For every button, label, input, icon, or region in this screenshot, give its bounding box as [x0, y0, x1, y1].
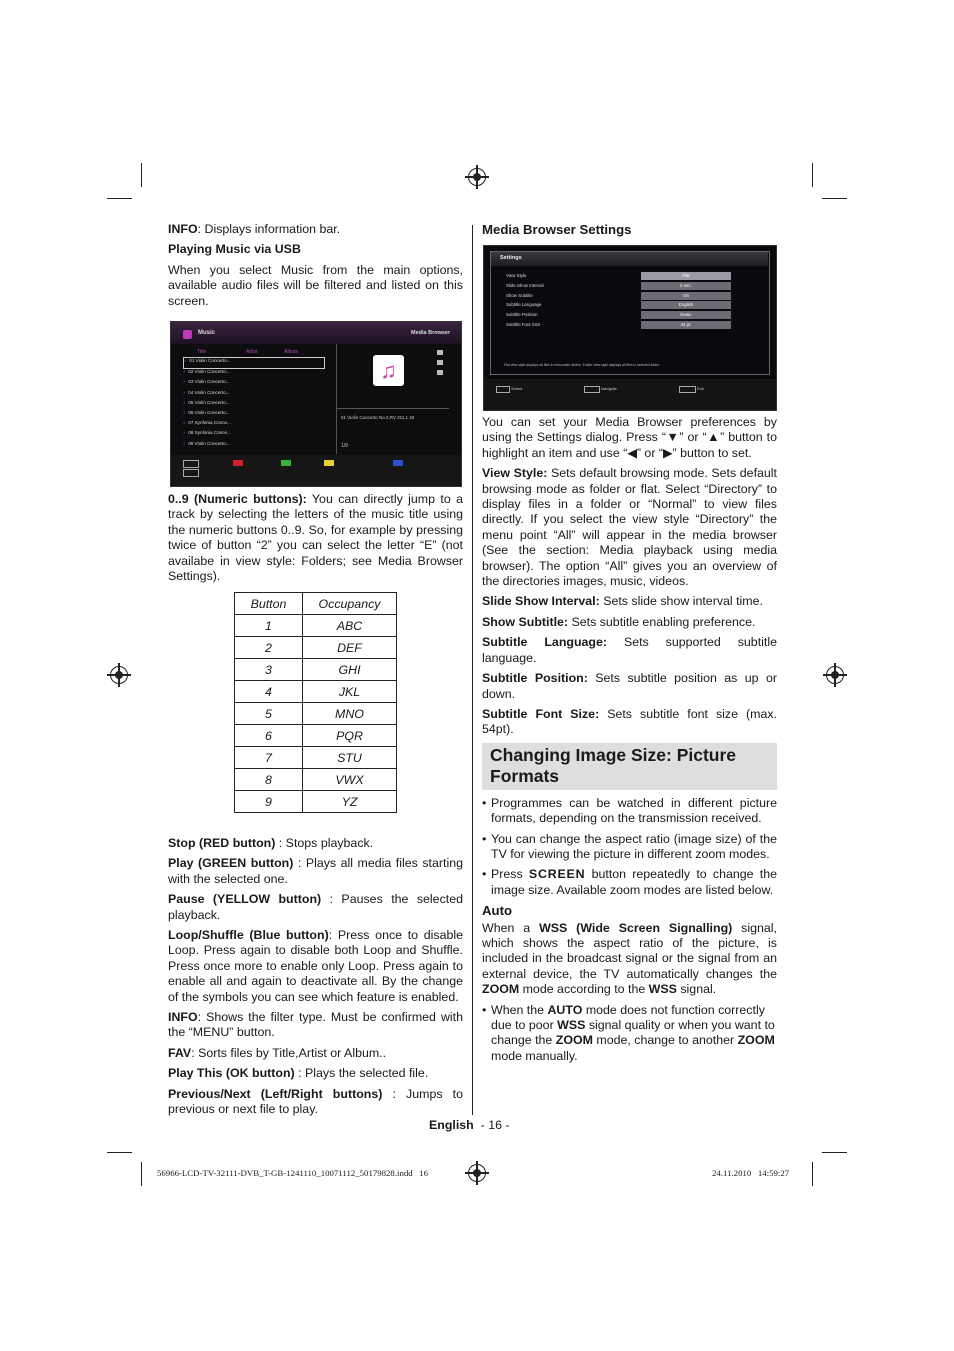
table-body: [235, 615, 397, 813]
track-title: 05 Violin Concerto...: [188, 399, 230, 405]
track-row[interactable]: [183, 410, 325, 420]
auto-heading: Auto: [482, 903, 513, 919]
button-description: Previous/Next (Left/Right buttons) : Jumps to previous or next file to play.: [168, 1086, 463, 1117]
settings-row-value[interactable]: Down: [641, 311, 731, 319]
track-title: 07 Synfonia Conce...: [188, 420, 231, 426]
track-title: 01 Violin Concerto...: [189, 358, 231, 363]
table-header: Button: [235, 593, 303, 615]
footer-key-icon: [183, 460, 199, 468]
settings-row[interactable]: [506, 321, 736, 331]
settings-row[interactable]: [506, 311, 736, 321]
settings-row-value[interactable]: 5 sec.: [641, 282, 731, 290]
settings-row-value[interactable]: 44 pt.: [641, 321, 731, 329]
setting-definition: View Style: Sets default browsing mode. Sets default browsing mode as folder or flat. Select “Directory” to display files in a folder or “Normal” to view files directly. If you select the view style “Directory” the menu point “All” will appear in the media browser (See the section: Media playback using media browser). The option “All” gives you an overview of the directories images, music, videos.: [482, 466, 777, 589]
music-footer-bar: [171, 455, 461, 486]
music-file-icon: ♪: [183, 369, 186, 375]
right-column-cont: [482, 415, 777, 1069]
settings-row-value[interactable]: Flat: [641, 272, 731, 280]
red-key-icon: [233, 460, 243, 466]
settings-row-label: View Style: [506, 273, 527, 278]
print-file-info: 56966-LCD-TV-32111-DVB_T-GB-1241110_10071112_50179828.indd 16: [157, 1168, 429, 1178]
button-description: Play This (OK button) : Plays the selected file.: [168, 1066, 429, 1081]
crop-mark: [141, 1162, 142, 1186]
info-line: INFO: Displays information bar.: [168, 222, 341, 236]
registration-mark-icon: [468, 168, 486, 186]
footer-key-icon: [183, 469, 199, 477]
crop-mark: [812, 163, 813, 187]
table-row: [235, 791, 397, 813]
picture-format-bullets: [482, 796, 777, 863]
left-column: [168, 222, 463, 314]
column-header-artist: Artist: [246, 349, 258, 355]
back-key-icon: [679, 386, 696, 393]
settings-rows: [506, 272, 736, 331]
button-cell: 5: [235, 703, 303, 725]
track-title: 04 Violin Concerto...: [188, 389, 230, 395]
blue-key-icon: [393, 460, 403, 466]
settings-footer-bar: [484, 379, 776, 410]
music-screen-title: Music: [198, 330, 216, 336]
now-playing: 01 Violin Concerto No.2,RV 311,1 40: [341, 415, 415, 420]
music-file-icon: ♪: [183, 420, 186, 426]
music-note-icon: ♫: [373, 355, 404, 386]
footer-select: Select: [511, 386, 523, 391]
panel-divider: [336, 344, 337, 454]
occupancy-cell: YZ: [303, 791, 397, 813]
setting-definition: Subtitle Language: Sets supported subtitle language.: [482, 635, 777, 665]
yellow-key-icon: [324, 460, 334, 466]
music-app-icon: [183, 330, 192, 339]
button-cell: 4: [235, 681, 303, 703]
footer-exit: Exit: [697, 386, 704, 391]
table-header: Occupancy: [303, 593, 397, 615]
crop-mark: [107, 1152, 132, 1153]
track-row[interactable]: [183, 369, 325, 379]
button-description: INFO: Shows the filter type. Must be confirmed with the “MENU” button.: [168, 1010, 463, 1040]
occupancy-cell: PQR: [303, 725, 397, 747]
table-row: [235, 637, 397, 659]
music-file-icon: ♪: [183, 440, 186, 446]
button-descriptions: [168, 836, 463, 1118]
setting-definition: Slide Show Interval: Sets slide show interval time.: [482, 594, 763, 609]
settings-screen: [483, 245, 777, 411]
table-row: [235, 769, 397, 791]
arrows-key-icon: [584, 386, 600, 393]
settings-title-bar: [491, 252, 768, 266]
music-file-icon: ♪: [183, 409, 186, 415]
right-column: [482, 222, 777, 242]
occupancy-cell: STU: [303, 747, 397, 769]
button-description: Loop/Shuffle (Blue button): Press once to disable Loop. Press again to disable both Loop and Shuffle. Press once more to enable only Loop. Press again to enable all and again to deactivate all. By the change of the symbols you can see which feature is enabled.: [168, 928, 463, 1004]
setting-definition: Subtitle Position: Sets subtitle position as up or down.: [482, 671, 777, 701]
settings-row-value[interactable]: On: [641, 292, 731, 300]
page-number: English - 16 -: [429, 1118, 510, 1132]
track-title: 06 Violin Concerto...: [188, 409, 230, 415]
side-icon: [437, 350, 443, 355]
settings-intro: You can set your Media Browser preferences by using the Settings dialog. Press “▼” or “▲” button to highlight an item and use “◀” or “▶” button to set.: [482, 415, 777, 460]
footer-navigate: Navigate: [601, 386, 617, 391]
side-icon: [437, 370, 443, 375]
crop-mark: [107, 198, 132, 199]
music-file-icon: ♪: [183, 379, 186, 385]
registration-mark-icon: [826, 666, 844, 684]
occupancy-cell: DEF: [303, 637, 397, 659]
section-title: Changing Image Size: Picture Formats: [482, 743, 777, 790]
track-count: 1/9: [341, 443, 348, 449]
settings-definitions: [482, 466, 777, 738]
setting-definition: Show Subtitle: Sets subtitle enabling preference.: [482, 614, 756, 629]
registration-mark-icon: [468, 1164, 486, 1182]
table-row: [235, 681, 397, 703]
button-cell: 2: [235, 637, 303, 659]
track-row[interactable]: [183, 379, 325, 389]
settings-row[interactable]: [506, 272, 736, 282]
settings-hint: Flat view style displays all files in removable device. Folder view style displays all files in selected folder.: [504, 363, 660, 367]
music-intro: When you select Music from the main options, available audio files will be filtered and listed on this screen.: [168, 262, 463, 308]
track-list: [183, 357, 325, 451]
crop-mark: [822, 198, 847, 199]
occupancy-cell: MNO: [303, 703, 397, 725]
table-row: [235, 659, 397, 681]
ok-key-icon: [496, 386, 510, 393]
music-heading: Playing Music via USB: [168, 242, 301, 257]
crop-mark: [141, 163, 142, 187]
track-row[interactable]: [183, 357, 325, 369]
settings-row-label: Subtitle Font Size: [506, 321, 541, 327]
occupancy-cell: GHI: [303, 659, 397, 681]
track-title: 09 Violin Concerto...: [188, 440, 230, 446]
settings-row[interactable]: [506, 301, 736, 311]
column-divider: [472, 225, 473, 1115]
music-file-icon: ♪: [183, 399, 186, 405]
setting-definition: Subtitle Font Size: Sets subtitle font size (max. 54pt).: [482, 706, 777, 737]
button-cell: 3: [235, 659, 303, 681]
track-row[interactable]: [183, 400, 325, 410]
occupancy-cell: VWX: [303, 769, 397, 791]
left-column-cont: [168, 492, 463, 589]
button-cell: 9: [235, 791, 303, 813]
settings-row-label: Slide Show Interval: [506, 282, 544, 288]
column-header-album: Album: [284, 349, 299, 355]
track-row[interactable]: [183, 430, 325, 440]
occupancy-cell: ABC: [303, 615, 397, 637]
settings-row-label: Subtitle Position: [506, 312, 538, 318]
button-description: Pause (YELLOW button) : Pauses the selected playback.: [168, 892, 463, 922]
left-column-items: [168, 836, 463, 1123]
track-row[interactable]: [183, 420, 325, 430]
occupancy-cell: JKL: [303, 681, 397, 703]
settings-row-label: Show Subtitle: [506, 292, 533, 298]
track-title: 03 Violin Concerto...: [188, 379, 230, 385]
settings-row-value[interactable]: English: [641, 301, 731, 309]
settings-title: Settings: [500, 255, 522, 261]
settings-row[interactable]: [506, 292, 736, 302]
button-cell: 7: [235, 747, 303, 769]
info-divider: [337, 408, 449, 409]
button-description: Play (GREEN button) : Plays all media files starting with the selected one.: [168, 856, 463, 886]
settings-row[interactable]: [506, 282, 736, 292]
screen-bullet: • Press SCREEN button repeatedly to change the image size. Available zoom modes are listed below.: [482, 867, 777, 897]
table-row: [235, 725, 397, 747]
bullet-item: • You can change the aspect ratio (image size) of the TV for viewing the picture in different zoom modes.: [482, 831, 777, 861]
side-icon: [437, 360, 443, 365]
button-description: FAV: Sorts files by Title,Artist or Album..: [168, 1045, 387, 1060]
music-file-icon: ♪: [183, 430, 186, 436]
music-file-icon: ♪: [184, 358, 187, 363]
button-cell: 6: [235, 725, 303, 747]
occupancy-table: [234, 592, 397, 813]
track-title: 08 Synfonia Conce...: [188, 430, 231, 436]
numeric-buttons-para: 0..9 (Numeric buttons): You can directly jump to a track by selecting the letters of the music title using the numeric buttons 0..9. So, for example by pressing twice of button “2” you can select the letter “E” (not availabe in view style: Folders; see Media Browser Settings).: [168, 492, 463, 584]
button-cell: 1: [235, 615, 303, 637]
registration-mark-icon: [110, 666, 128, 684]
auto-bullet: • When the AUTO mode does not function correctly due to poor WSS signal quality or when you want to change the ZOOM mode, change to another ZOOM mode manually.: [482, 1002, 775, 1063]
music-screen-right-title: Media Browser: [411, 330, 451, 336]
crop-mark: [822, 1152, 847, 1153]
settings-row-label: Subtitle Language: [506, 302, 542, 308]
auto-paragraph: When a WSS (Wide Screen Signalling) signal, which shows the aspect ratio of the picture, is included in the broadcast signal or the signal from an external device, the TV automatically changes the ZOOM mode according to the WSS signal.: [482, 920, 777, 997]
print-timestamp: 24.11.2010 14:59:27: [712, 1168, 790, 1178]
bullet-item: • Programmes can be watched in different picture formats, depending on the transmission received.: [482, 795, 777, 826]
media-browser-settings-heading: Media Browser Settings: [482, 222, 632, 237]
track-title: 02 Violin Concerto...: [188, 369, 230, 375]
table-row: [235, 615, 397, 637]
button-cell: 8: [235, 769, 303, 791]
button-description: Stop (RED button) : Stops playback.: [168, 836, 374, 850]
music-file-icon: ♪: [183, 389, 186, 395]
column-header-title: Title: [197, 349, 207, 355]
table-row: [235, 703, 397, 725]
track-row[interactable]: [183, 390, 325, 400]
table-row: [235, 747, 397, 769]
green-key-icon: [281, 460, 291, 466]
crop-mark: [812, 1162, 813, 1186]
track-row[interactable]: [183, 441, 325, 451]
music-screen: [170, 321, 462, 487]
